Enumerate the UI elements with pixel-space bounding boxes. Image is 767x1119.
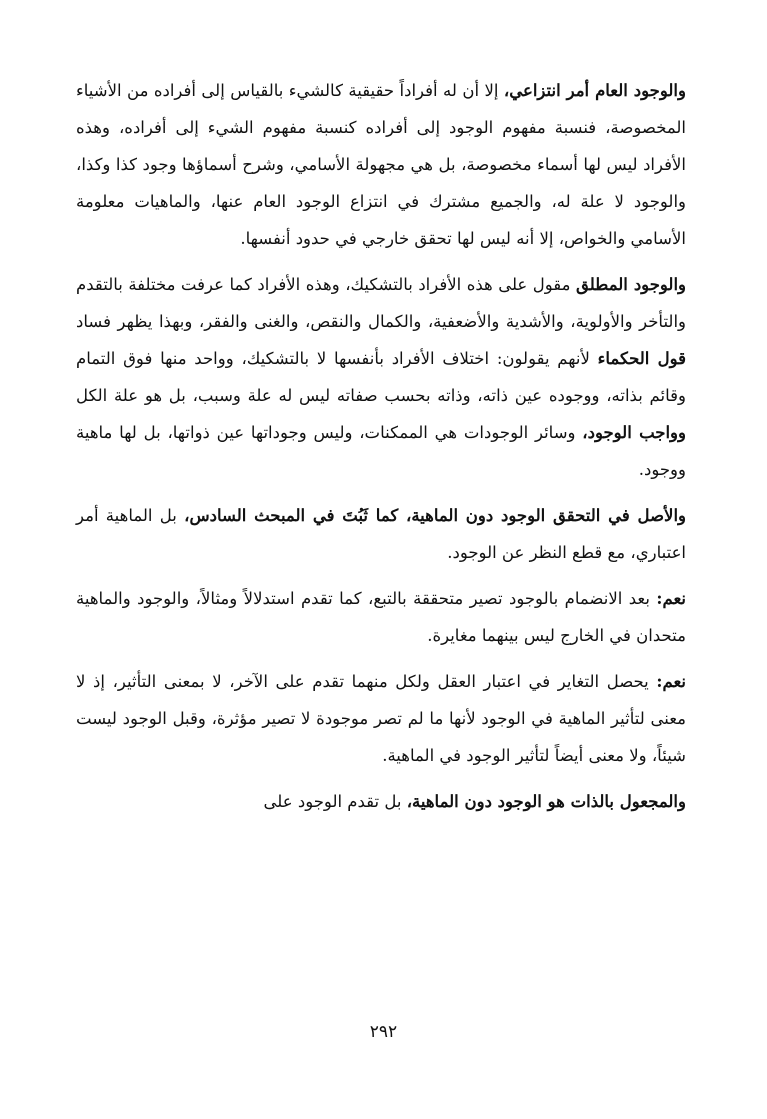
bold-phrase: والوجود المطلق	[575, 275, 686, 294]
paragraph-text: بل الماهية أمر اعتباري، مع قطع النظر عن الوجود.	[76, 506, 686, 562]
bold-phrase: نعم:	[656, 672, 686, 691]
bold-phrase: والمجعول بالذات هو الوجود دون الماهية،	[406, 792, 686, 811]
paragraph	[76, 663, 708, 774]
bold-phrase: والوجود العام أمر انتزاعي،	[503, 81, 686, 100]
paragraph-text: إلا أن له أفراداً حقيقية كالشيء بالقياس إلى أفراده من الأشياء المخصوصة، فنسبة مفهوم الوجود إلى أفراده كنسبة مفهوم الشيء إلى أفراده، وهذه الأفراد ليس لها أسماء مخصوصة، بل هي مجهولة الأسامي، وشرح أسماؤها وجود كذا وكذا، والوجود لا علة له، والجميع مشترك في انتزاع الوجود العام عنها، والماهيات معلومة الأسامي والخواص، إلا أنه ليس لها تحقق خارجي في حدود أنفسها.	[76, 81, 686, 248]
bold-phrase: والأصل في التحقق الوجود دون الماهية، كما ثَبُتَ في المبحث السادس،	[184, 506, 686, 525]
paragraph-text: وسائر الوجودات هي الممكنات، وليس وجوداتها عين ذواتها، بل لها ماهية ووجود.	[76, 423, 686, 479]
paragraph-text: لأنهم يقولون: اختلاف الأفراد بأنفسها لا بالتشكيك، وواحد منها فوق التمام وقائم بذاته، ووجوده عين ذاته، وذاته بحسب صفاته ليس له علة وسبب، بل هو علة الكل	[76, 349, 686, 405]
body-text	[76, 72, 708, 829]
bold-phrase: قول الحكماء	[597, 349, 686, 368]
paragraph-text: بل تقدم الوجود على	[263, 792, 407, 811]
bold-phrase: نعم:	[656, 589, 686, 608]
paragraph	[76, 72, 708, 257]
paragraph	[76, 580, 708, 654]
paragraph	[76, 497, 708, 571]
paragraph	[76, 266, 708, 488]
paragraph	[76, 783, 708, 820]
paragraph-text: بعد الانضمام بالوجود تصير متحققة بالتبع، كما تقدم استدلالاً ومثالاً، والوجود والماهية متحدان في الخارج ليس بينهما مغايرة.	[76, 589, 686, 645]
paragraph-text: مقول على هذه الأفراد بالتشكيك، وهذه الأفراد كما عرفت مختلفة بالتقدم والتأخر والأولوية، والأشدية والأضعفية، والكمال والنقص، والغنى والفقر، وبهذا يظهر فساد	[76, 275, 686, 331]
page-number: ٢٩٢	[369, 1022, 398, 1042]
bold-phrase: وواجب الوجود،	[582, 423, 686, 442]
paragraph-text: يحصل التغاير في اعتبار العقل ولكل منهما تقدم على الآخر، لا بمعنى التأثير، إذ لا معنى لتأثير الماهية في الوجود لأنها ما لم تصر موجودة لا تصير مؤثرة، وقبل الوجود ليست شيئاً، ولا معنى أيضاً لتأثير الوجود في الماهية.	[76, 672, 686, 765]
